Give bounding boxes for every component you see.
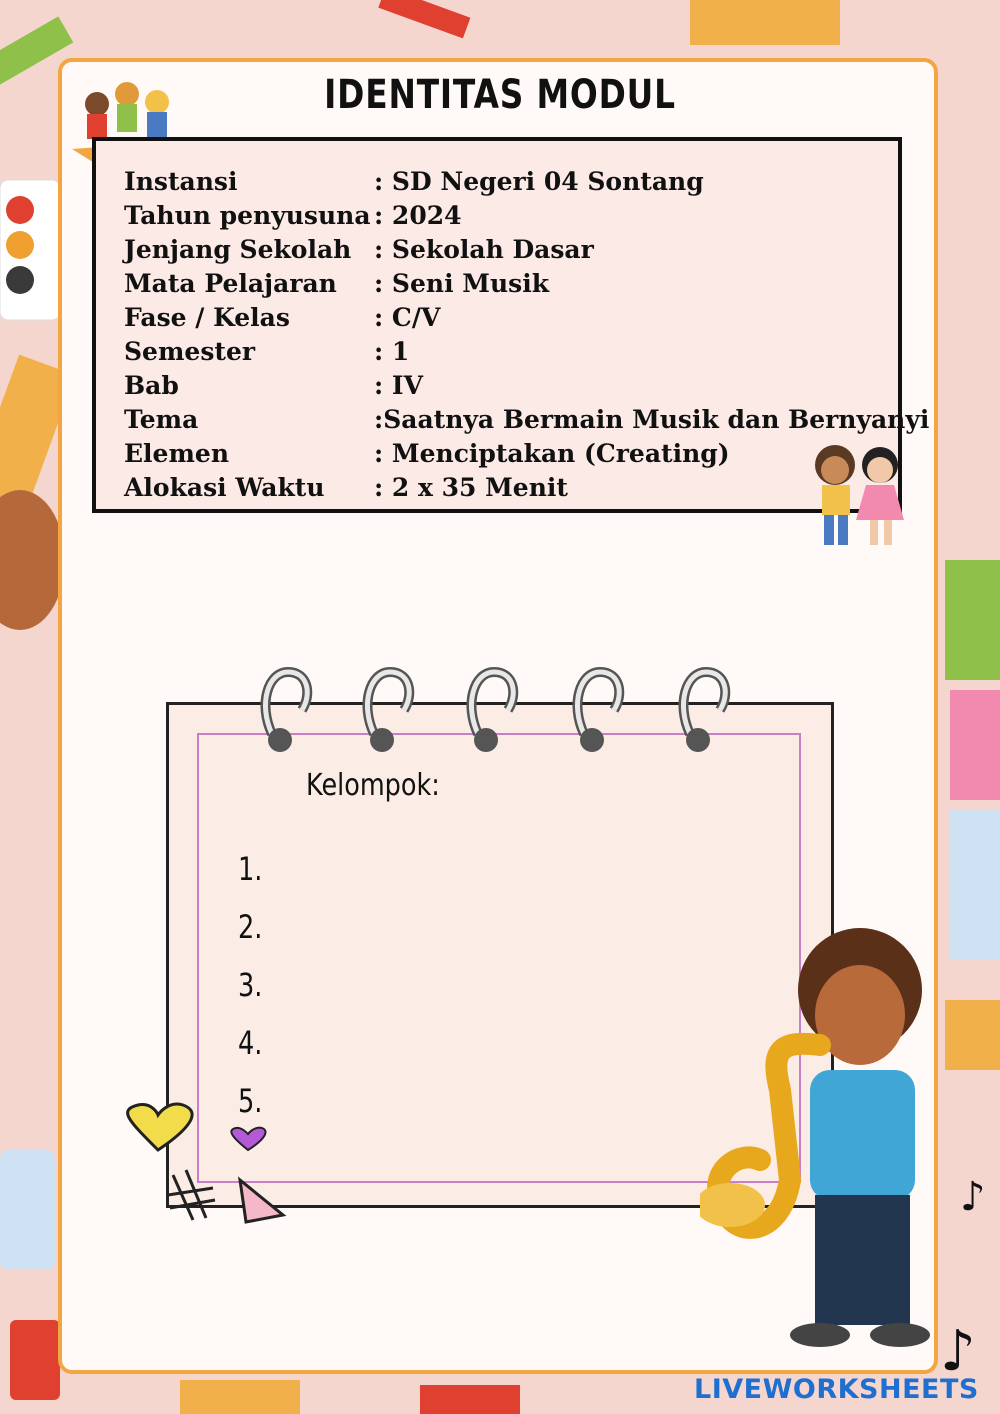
two-children-illustration: [800, 440, 920, 555]
identity-table: [92, 137, 930, 513]
row-label: Semester: [124, 337, 256, 366]
row-label: Instansi: [124, 167, 238, 196]
row-value: : Seni Musik: [374, 269, 550, 298]
spiral-ring-icon: [676, 664, 732, 756]
identity-row: [124, 473, 568, 502]
row-label: Tahun penyusuna: [124, 201, 371, 230]
row-value: : 2024: [374, 201, 462, 230]
page-title: IDENTITAS MODUL: [324, 72, 676, 118]
row-label: Jenjang Sekolah: [124, 235, 352, 264]
saxophone-boy-illustration: [700, 920, 960, 1370]
spiral-ring-icon: [360, 664, 416, 756]
identity-row: [124, 303, 440, 332]
svg-text:♪: ♪: [960, 1174, 986, 1220]
identity-row: [124, 235, 594, 264]
spiral-ring-icon: [570, 664, 626, 756]
identity-row: [124, 371, 423, 400]
identity-row: [124, 167, 704, 196]
row-value: : 2 x 35 Menit: [374, 473, 568, 502]
svg-text:♪: ♪: [940, 1319, 976, 1384]
row-label: Elemen: [124, 439, 229, 468]
row-value: : IV: [374, 371, 424, 400]
row-value: : C/V: [374, 303, 441, 332]
identity-row: [124, 405, 929, 434]
row-value: : 1: [374, 337, 410, 366]
heart-doodle-icons: [118, 1100, 298, 1230]
spiral-ring-icon: [464, 664, 520, 756]
group-member-number: 5.: [238, 1082, 263, 1120]
group-member-number: 4.: [238, 1024, 263, 1062]
row-value: : Sekolah Dasar: [374, 235, 594, 264]
group-member-number: 2.: [238, 908, 263, 946]
identity-row: [124, 337, 409, 366]
identity-row: [124, 201, 462, 230]
spiral-ring-icon: [258, 664, 314, 756]
group-member-number: 3.: [238, 966, 263, 1004]
row-label: Bab: [124, 371, 179, 400]
row-value: : SD Negeri 04 Sontang: [374, 167, 704, 196]
row-value: : Menciptakan (Creating): [374, 439, 730, 468]
group-label: Kelompok:: [306, 768, 440, 803]
identity-row: [124, 269, 549, 298]
row-label: Tema: [124, 405, 199, 434]
row-value: :Saatnya Bermain Musik dan Bernyanyi: [374, 405, 930, 434]
group-member-number: 1.: [238, 850, 263, 888]
liveworksheets-watermark: LIVEWORKSHEETS: [694, 1374, 979, 1405]
row-label: Alokasi Waktu: [124, 473, 325, 502]
identity-row: [124, 439, 730, 468]
row-label: Fase / Kelas: [124, 303, 290, 332]
row-label: Mata Pelajaran: [124, 269, 337, 298]
